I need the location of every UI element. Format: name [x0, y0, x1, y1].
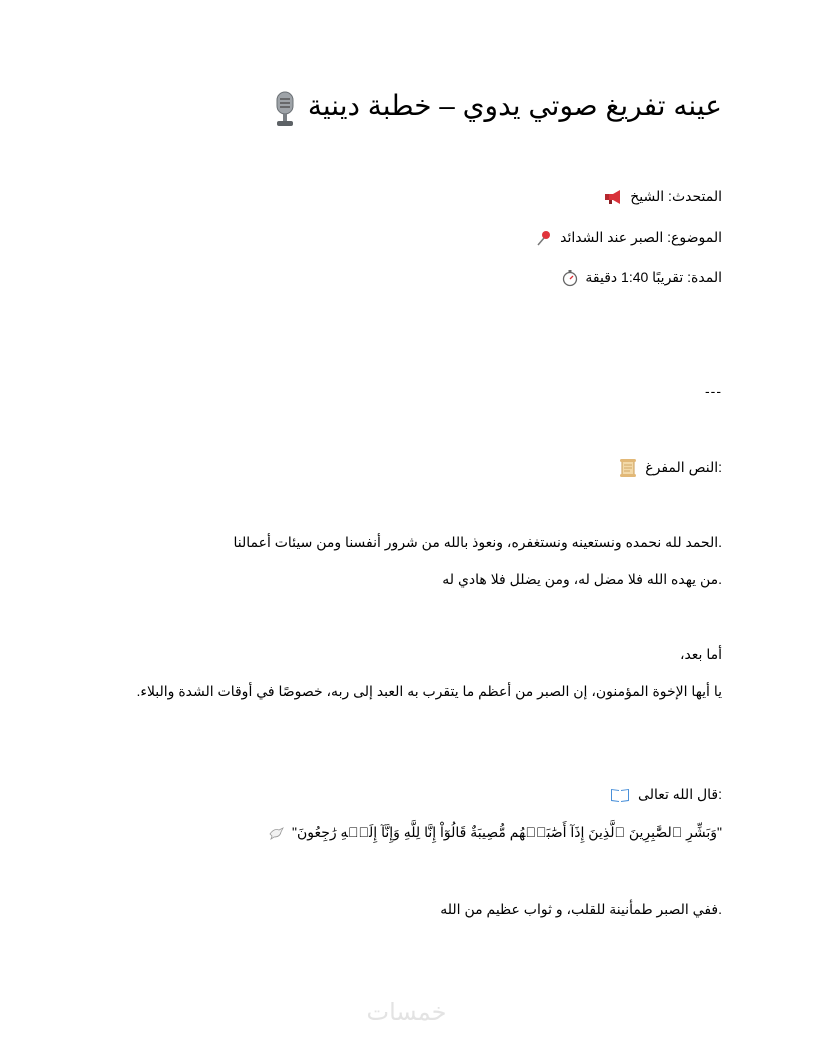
quran-verse	[264, 821, 722, 844]
quran-intro	[606, 783, 722, 806]
stopwatch-icon	[562, 267, 578, 289]
paragraph-5: .ففي الصبر طمأنينة للقلب، و ثواب عظيم من الله	[440, 901, 722, 917]
microphone-icon	[274, 88, 296, 128]
meta-topic	[532, 226, 722, 249]
section-heading	[615, 456, 722, 479]
document-title	[270, 86, 722, 128]
paragraph-3: أما بعد،	[679, 646, 722, 662]
quran-intro-text: :قال الله تعالى	[638, 786, 722, 802]
watermark-logo: خمسات	[366, 998, 447, 1026]
verse-text: "وَبَشِّرِ ٱلصَّٰبِرِينَ ٱلَّذِينَ إِذَآ أَصَٰبَتۡهُم مُّصِيبَةٌ قَالُوٓاْ إِنَّا لِلَّهِ وَإِنَّآ إِلَيۡهِ رَٰجِعُونَ"	[291, 824, 722, 840]
section-heading-text: :النص المفرغ	[645, 459, 722, 475]
meta-speaker	[600, 185, 722, 208]
pushpin-icon	[536, 227, 552, 249]
meta-duration	[558, 266, 722, 289]
open-book-icon	[610, 784, 630, 806]
paragraph-1: .الحمد لله نحمده ونستعينه ونستغفره، ونعوذ بالله من شرور أنفسنا ومن سيئات أعمالنا	[233, 534, 722, 550]
meta-speaker-text: المتحدث: الشيخ	[630, 188, 722, 204]
meta-topic-text: الموضوع: الصبر عند الشدائد	[560, 229, 722, 245]
paragraph-4: يا أيها الإخوة المؤمنون، إن الصبر من أعظم ما يتقرب به العبد إلى ربه، خصوصًا في أوقات الشدة والبلاء.	[136, 683, 722, 699]
title-text: عينه تفريغ صوتي يدوي – خطبة دينية	[307, 90, 722, 121]
separator: ---	[705, 383, 722, 399]
paragraph-2: .من يهده الله فلا مضل له، ومن يضلل فلا هادي له	[442, 571, 722, 587]
dove-icon	[268, 822, 284, 844]
scroll-icon	[619, 457, 637, 479]
megaphone-icon	[604, 186, 622, 208]
meta-duration-text: المدة: تقريبًا 1:40 دقيقة	[585, 269, 722, 285]
